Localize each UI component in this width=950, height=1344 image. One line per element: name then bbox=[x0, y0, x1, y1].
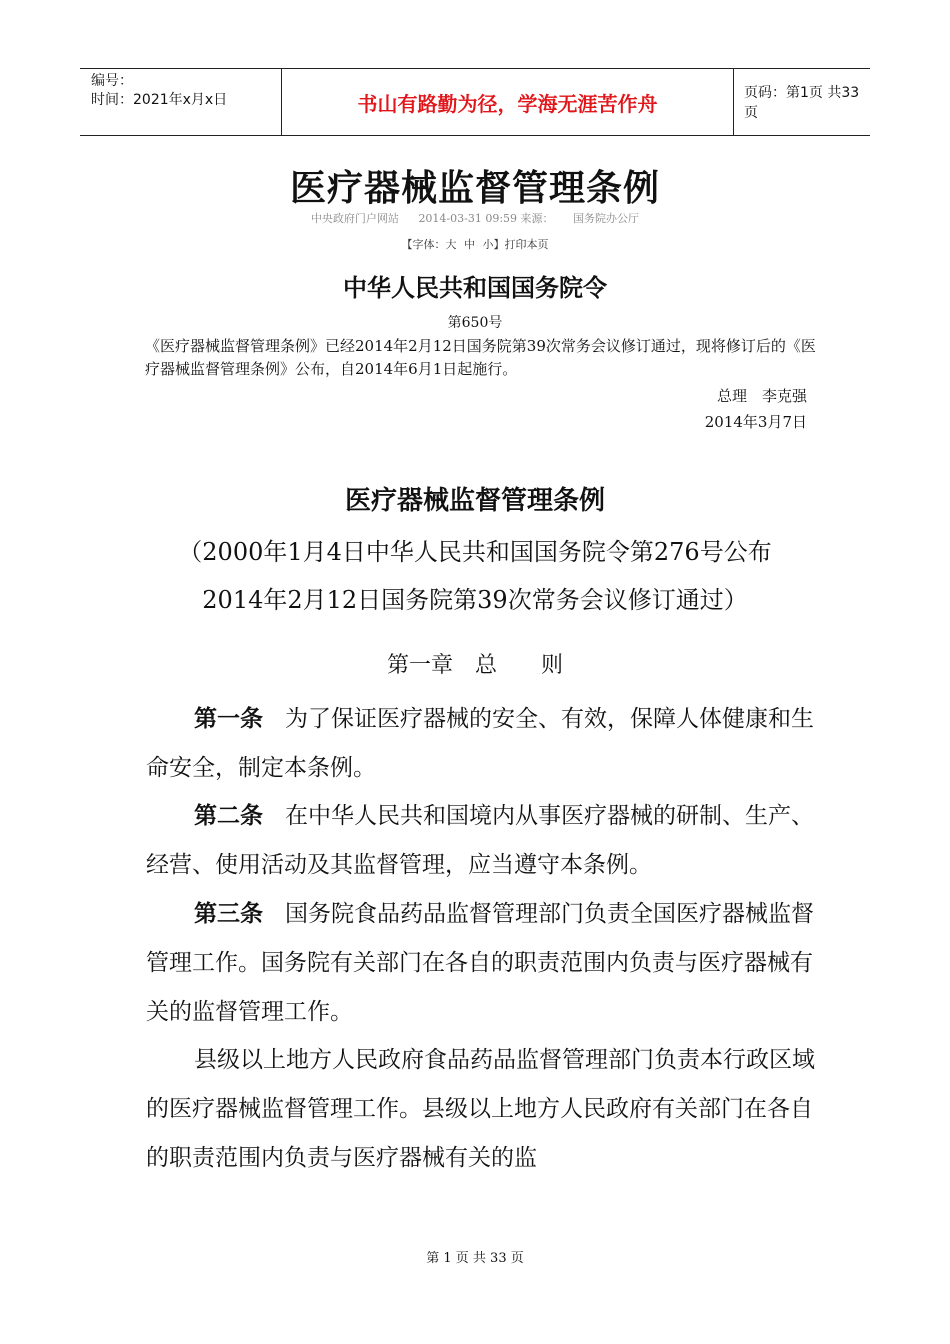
article-3-paragraph-2 bbox=[146, 1036, 826, 1183]
font-medium-link[interactable]: 中 bbox=[464, 238, 475, 251]
article-2 bbox=[146, 791, 826, 890]
regulation-title: 医疗器械监督管理条例 bbox=[344, 486, 605, 516]
publication-line-2: 2014年2月12日国务院第39次常务会议修订通过） bbox=[202, 586, 748, 614]
source-site: 中央政府门户网站 bbox=[310, 212, 399, 225]
article-text: 为了保证医疗器械的安全、有效，保障人体健康和生命安全，制定本条例。 bbox=[146, 706, 814, 781]
header-table bbox=[80, 68, 870, 136]
header-meta-cell bbox=[80, 69, 282, 135]
source: 国务院办公厅 bbox=[573, 212, 640, 225]
publication-line-1: （2000年1月4日中华人民共和国国务院令第276号公布 bbox=[178, 538, 772, 566]
page-footer: 第 1 页 共 33 页 bbox=[426, 1251, 524, 1266]
font-large-link[interactable]: 【字体：大 bbox=[401, 238, 457, 251]
article-text: 在中华人民共和国境内从事医疗器械的研制、生产、经营、使用活动及其监督管理，应当遵守本条例。 bbox=[146, 803, 814, 878]
article-text: 县级以上地方人民政府食品药品监督管理部门负责本行政区域的医疗器械监督管理工作。县级以上地方人民政府有关部门在各自的职责范围内负责与医疗器械有关的监 bbox=[146, 1047, 815, 1171]
font-small-print-link[interactable]: 小】打印本页 bbox=[482, 238, 549, 251]
source-meta bbox=[0, 210, 950, 226]
font-size-controls bbox=[0, 236, 950, 252]
notice-text: 《医疗器械监督管理条例》已经2014年2月12日国务院第39次常务会议修订通过，现将修订后的《医疗器械监督管理条例》公布，自2014年6月1日起施行。 bbox=[145, 337, 816, 378]
order-title: 中华人民共和国国务院令 bbox=[343, 273, 607, 302]
number-label: 编号： bbox=[91, 73, 133, 89]
chapter-heading: 第一章 总 则 bbox=[386, 653, 563, 678]
sign-date: 2014年3月7日 bbox=[704, 413, 807, 431]
signer: 总理 李克强 bbox=[716, 387, 807, 405]
article-3 bbox=[146, 889, 826, 1037]
article-label: 第三条 bbox=[194, 900, 263, 927]
order-number: 第650号 bbox=[447, 315, 503, 331]
article-label: 第二条 bbox=[194, 802, 263, 829]
time-label: 时间：2021年x月x日 bbox=[91, 92, 228, 108]
page-label: 页码：第1页 共33页 bbox=[744, 85, 860, 121]
article-label: 第一条 bbox=[194, 705, 263, 732]
publish-datetime: 2014-03-31 09:59 来源： bbox=[418, 212, 554, 225]
page-title: 医疗器械监督管理条例 bbox=[289, 167, 660, 209]
article-1 bbox=[146, 694, 826, 793]
motto: 书山有路勤为径，学海无涯苦作舟 bbox=[282, 69, 734, 135]
article-text: 国务院食品药品监督管理部门负责全国医疗器械监督管理工作。国务院有关部门在各自的职责范围内负责与医疗器械有关的监督管理工作。 bbox=[146, 901, 814, 1025]
